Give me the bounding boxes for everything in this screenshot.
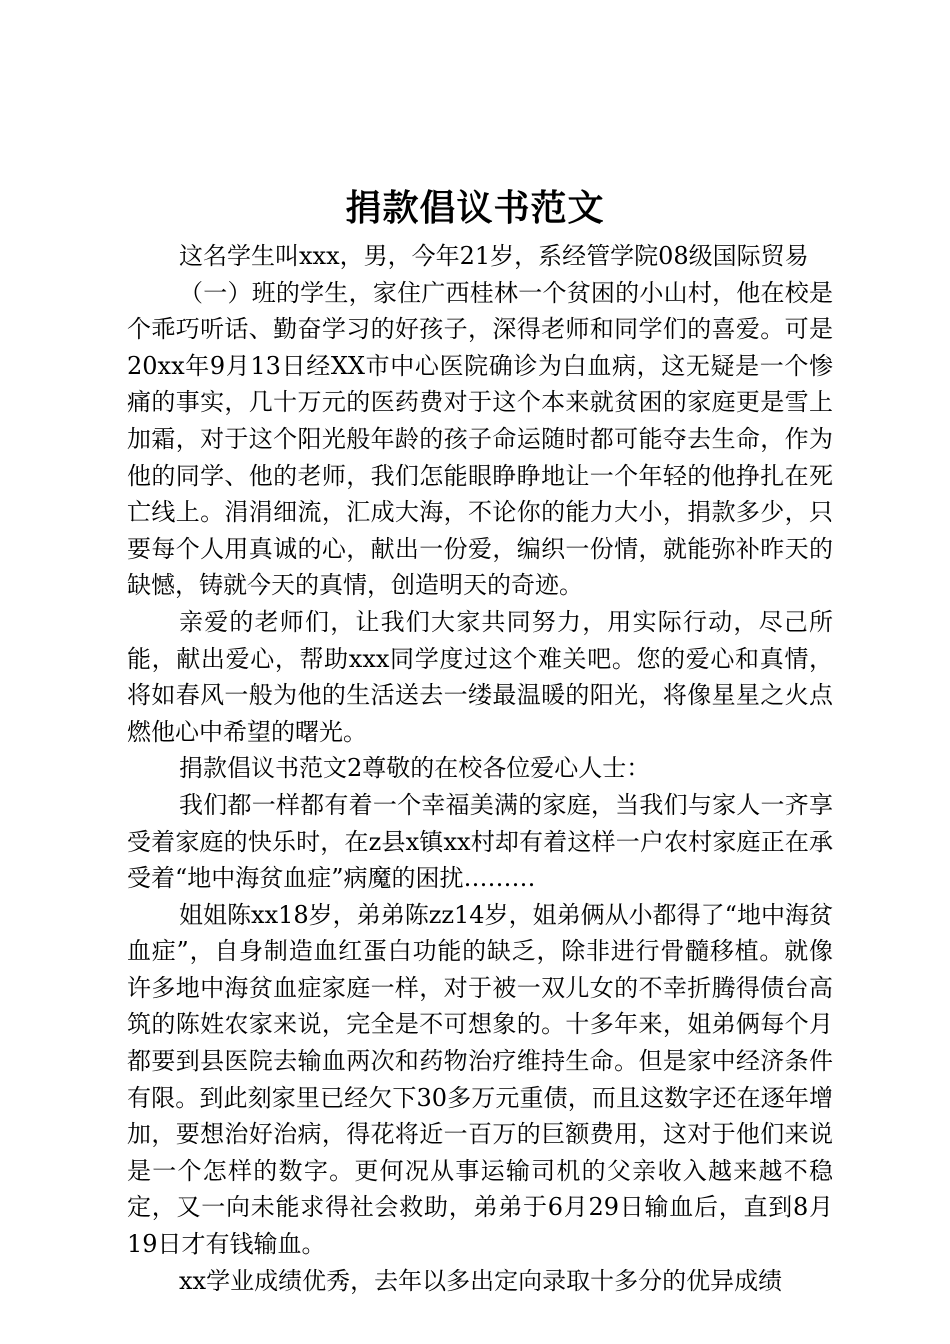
paragraph: 我们都一样都有着一个幸福美满的家庭，当我们与家人一齐享受着家庭的快乐时，在z县x镇xx村却有着这样一户农村家庭正在承受着“地中海贫血症”病魔的困扰……… <box>127 790 833 893</box>
document-title: 捐款倡议书范文 <box>345 187 605 229</box>
paragraph: xx学业成绩优秀，去年以多出定向录取十多分的优异成绩 <box>179 1266 783 1295</box>
paragraph: 亲爱的老师们，让我们大家共同努力，用实际行动，尽己所能，献出爱心，帮助xxx同学度过这个难关吧。您的爱心和真情，将如春风一般为他的生活送去一缕最温暖的阳光，将像星星之火点燃他心中希望的曙光。 <box>127 607 833 746</box>
paragraph: 捐款倡议书范文2尊敬的在校各位爱心人士： <box>179 754 651 783</box>
document-body <box>127 238 833 1299</box>
paragraph: （一）班的学生，家住广西桂林一个贫困的小山村，他在校是个乖巧听话、勤奋学习的好孩子，深得老师和同学们的喜爱。可是20xx年9月13日经XX市中心医院确诊为白血病，这无疑是一个惨痛的事实，几十万元的医药费对于这个本来就贫困的家庭更是雪上加霜，对于这个阳光般年龄的孩子命运随时都可能夺去生命，作为他的同学、他的老师，我们怎能眼睁睁地让一个年轻的他挣扎在死亡线上。涓涓细流，汇成大海，不论你的能力大小，捐款多少，只要每个人用真诚的心，献出一份爱，编织一份情，就能弥补昨天的缺憾，铸就今天的真情，创造明天的奇迹。 <box>127 278 833 600</box>
paragraph: 这名学生叫xxx，男，今年21岁，系经管学院08级国际贸易 <box>179 242 809 270</box>
paragraph: 姐姐陈xx18岁，弟弟陈zz14岁，姐弟俩从小都得了“地中海贫血症”，自身制造血红蛋白功能的缺乏，除非进行骨髓移植。就像许多地中海贫血症家庭一样，对于被一双儿女的不幸折腾得债台高筑的陈姓农家来说，完全是不可想象的。十多年来，姐弟俩每个月都要到县医院去输血两次和药物治疗维持生命。但是家中经济条件有限。到此刻家里已经欠下30多万元重债，而且这数字还在逐年增加，要想治好治病，得花将近一百万的巨额费用，这对于他们来说是一个怎样的数字。更何况从事运输司机的父亲收入越来越不稳定，又一向未能求得社会救助，弟弟于6月29日输血后，直到8月19日才有钱输血。 <box>127 900 833 1259</box>
